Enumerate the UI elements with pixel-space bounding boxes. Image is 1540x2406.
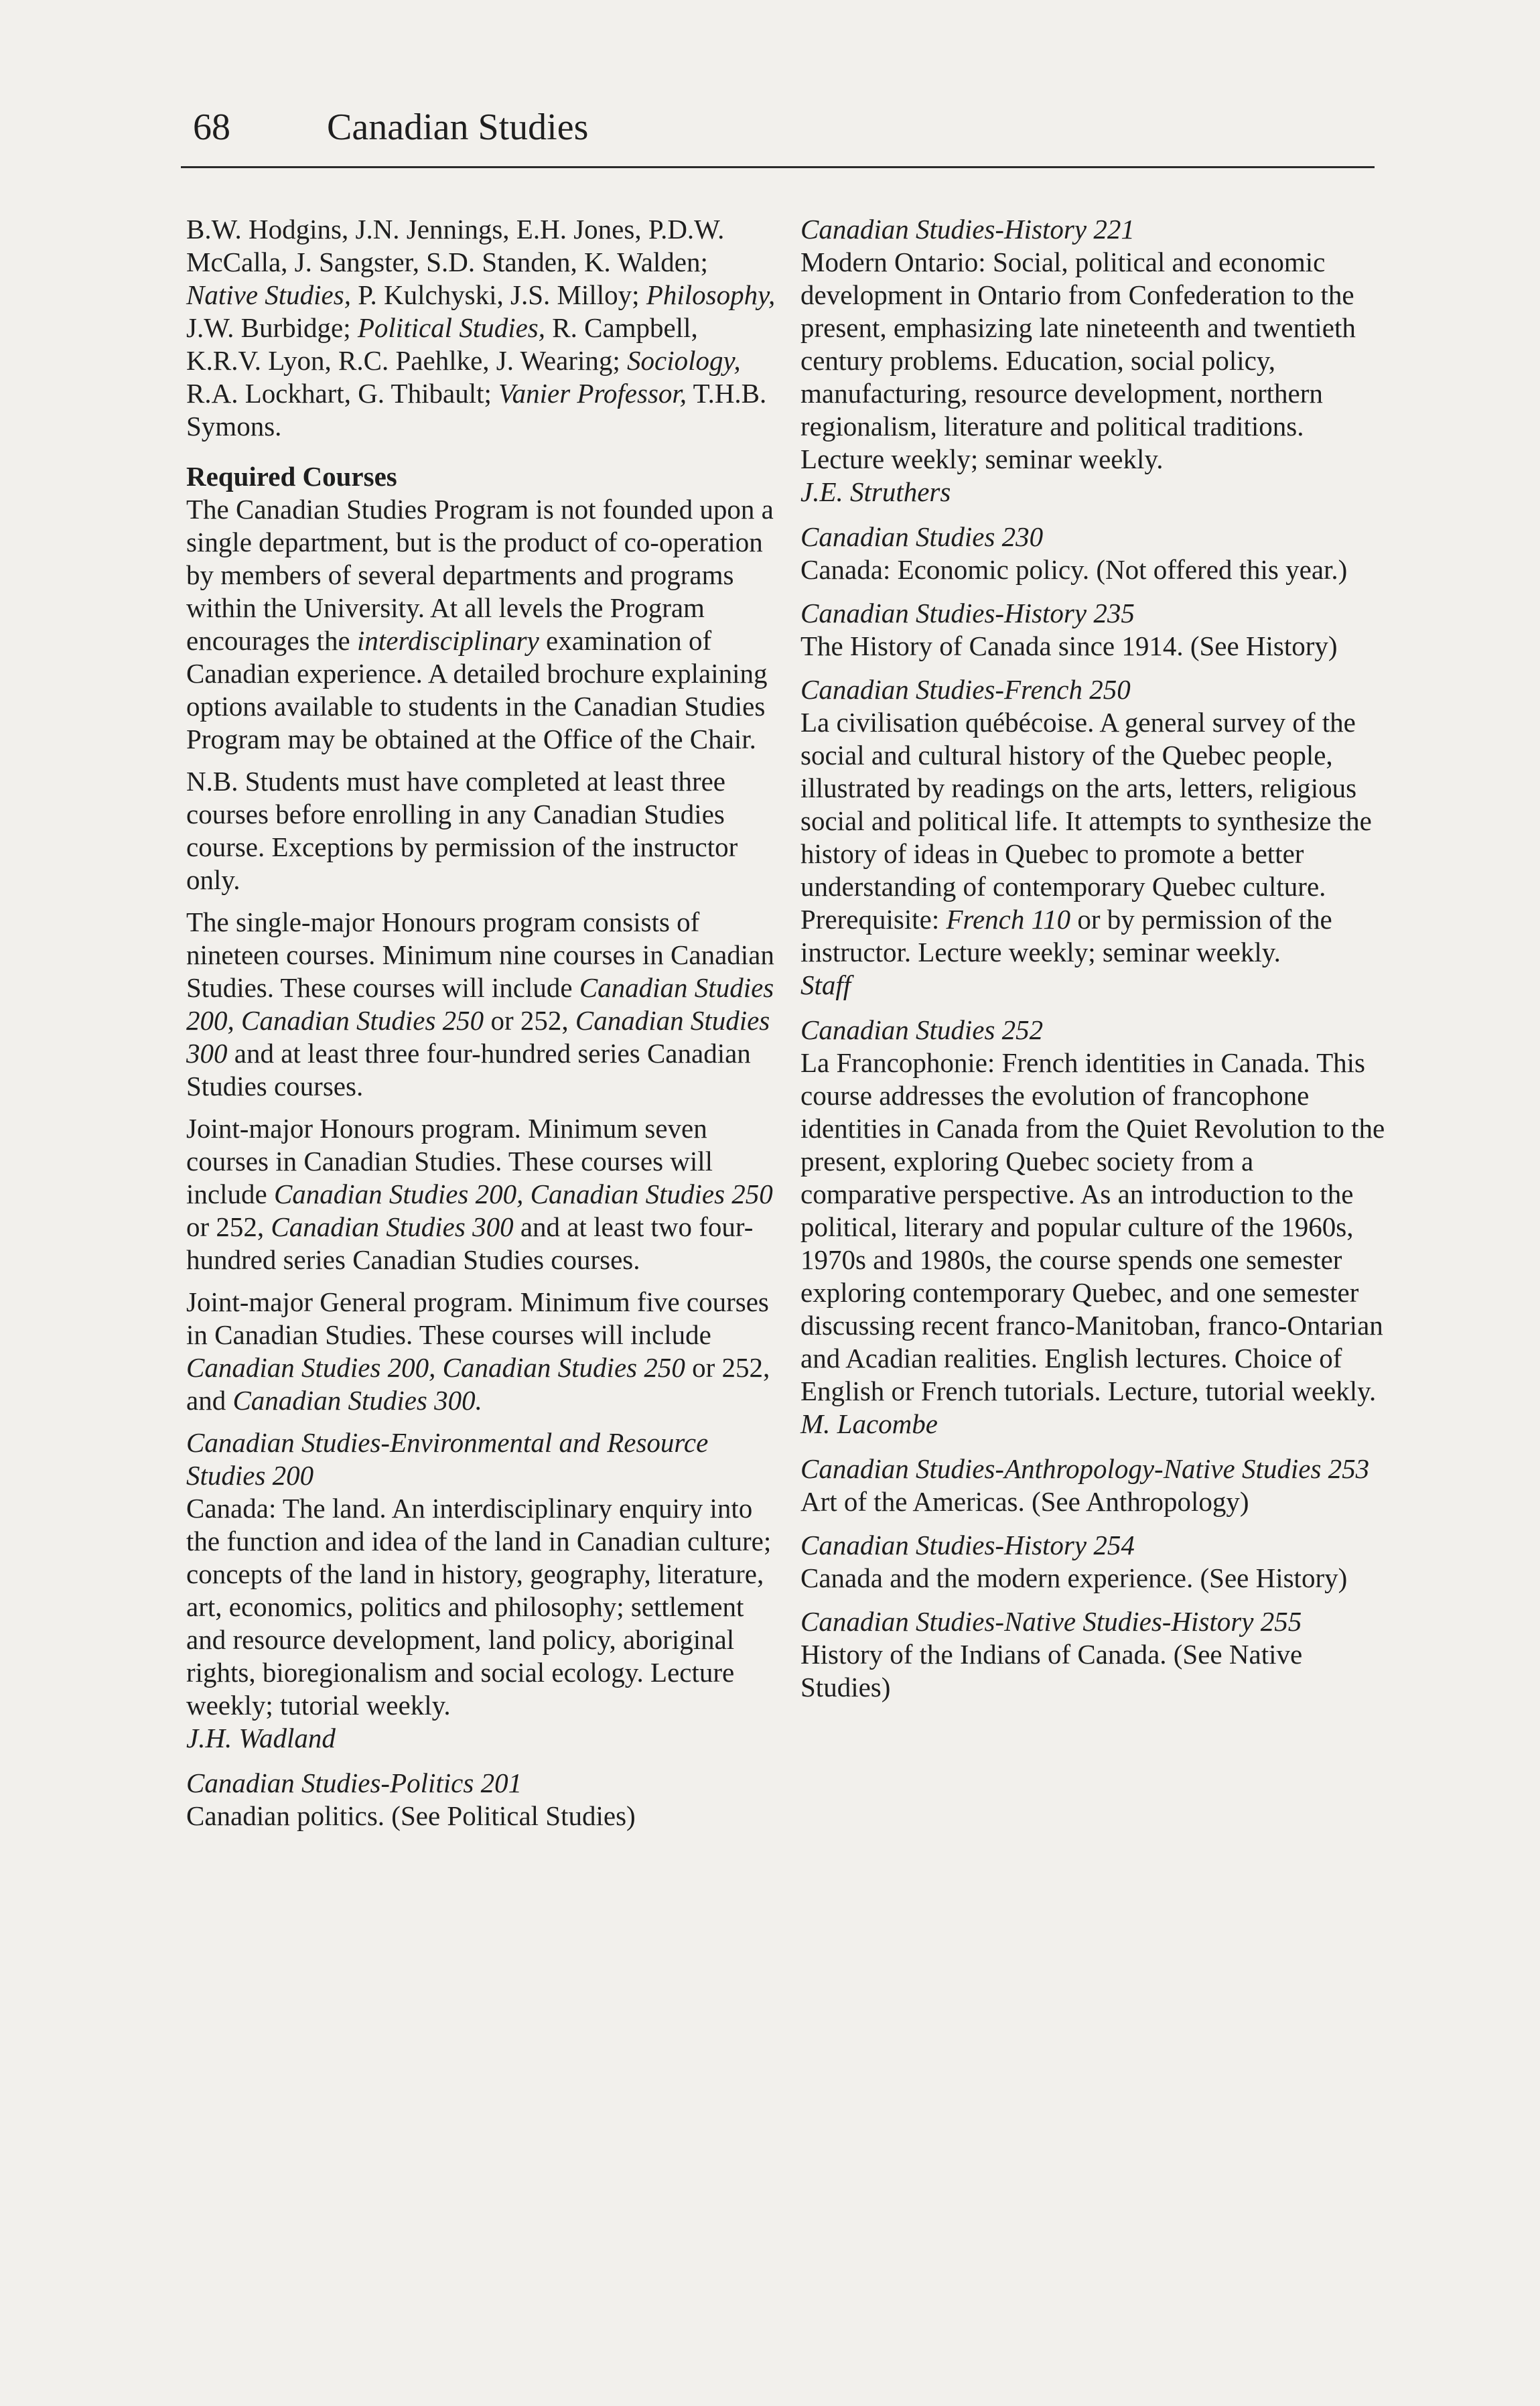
single-major-honours-paragraph: The single-major Honours program consists of nineteen courses. Minimum nine courses in Canadian Studies. These courses will include Canadian Studies 200, Canadian Studies 250 or 252, Canadian Studies 300 and at least three four-hundred series Canadian Studies courses. — [186, 907, 774, 1101]
section-heading-required-courses: Required Courses — [186, 461, 397, 492]
spacer — [800, 586, 1390, 597]
course-instructor-252: M. Lacombe — [800, 1408, 938, 1439]
course-title-201: Canadian Studies-Politics 201 — [186, 1767, 522, 1798]
course-title-235: Canadian Studies-History 235 — [800, 598, 1135, 628]
course-desc-252: La Francophonie: French identities in Canada. This course addresses the evolution of francophone identities in Canada from the Quiet Revolution to the present, exploring Quebec society from a comparative perspective. As an introduction to the political, literary and popular culture of the 1960s, 1970s and 1980s, the course spends one semester exploring contemporary Quebec, and one semester discussing recent franco-Manitoban, franco-Ontarian and Acadian realities. English lectures. Choice of English or French tutorials. Lecture, tutorial weekly. — [800, 1047, 1385, 1406]
faculty-list: B.W. Hodgins, J.N. Jennings, E.H. Jones, P.D.W. McCalla, J. Sangster, S.D. Standen, K. Walden; Native Studies, P. Kulchyski, J.S. Milloy; Philosophy, J.W. Burbidge; Political Studies, R. Campbell, K.R.V. Lyon, R.C. Paehlke, J. Wearing; Sociology, R.A. Lockhart, G. Thibault; Vanier Professor, T.H.B. Symons. — [186, 214, 776, 442]
course-instructor-200: J.H. Wadland — [186, 1723, 336, 1753]
program-intro-paragraph: The Canadian Studies Program is not founded upon a single department, but is the product of co-operation by members of several departments and programs within the University. At all levels the Program encourages the interdisciplinary examination of Canadian experience. A detailed brochure explaining options available to students in the Canadian Studies Program may be obtained at the Office of the Chair. — [186, 494, 774, 754]
header-rule — [181, 166, 1375, 168]
page-header — [193, 101, 1372, 168]
course-title-255: Canadian Studies-Native Studies-History 255 — [800, 1606, 1302, 1637]
course-title-230: Canadian Studies 230 — [800, 521, 1044, 552]
course-title-250: Canadian Studies-French 250 — [800, 674, 1131, 705]
course-instructor-221: J.E. Struthers — [800, 476, 951, 507]
right-column — [800, 213, 1390, 1704]
course-title-252: Canadian Studies 252 — [800, 1014, 1044, 1045]
course-title-221: Canadian Studies-History 221 — [800, 214, 1135, 245]
course-desc-230: Canada: Economic policy. (Not offered this year.) — [800, 554, 1348, 585]
left-column — [186, 213, 776, 1832]
course-title-253: Canadian Studies-Anthropology-Native Studies 253 — [800, 1453, 1370, 1484]
course-desc-221: Modern Ontario: Social, political and economic development in Ontario from Confederation to the present, emphasizing late nineteenth and twentieth century problems. Education, social policy, manufacturing, resource development, northern regionalism, literature and political traditions. Lecture weekly; seminar weekly. — [800, 247, 1356, 474]
course-desc-200: Canada: The land. An interdisciplinary enquiry into the function and idea of the land in Canadian culture; concepts of the land in history, geography, literature, art, economics, politics and philosophy; settlement and resource development, land policy, aboriginal rights, bioregionalism and social ecology. Lecture weekly; tutorial weekly. — [186, 1493, 772, 1721]
course-title-200: Canadian Studies-Environmental and Resource Studies 200 — [186, 1427, 709, 1491]
running-title: Canadian Studies — [327, 107, 589, 148]
joint-major-general-paragraph: Joint-major General program. Minimum five courses in Canadian Studies. These courses will include Canadian Studies 200, Canadian Studies 250 or 252, and Canadian Studies 300. — [186, 1286, 770, 1416]
course-desc-250: La civilisation québécoise. A general survey of the social and cultural history of the Quebec people, illustrated by readings on the arts, letters, religious social and political life. It attempts to synthesize the history of ideas in Quebec to promote a better understanding of contemporary Quebec culture. Prerequisite: French 110 or by permission of the instructor. Lecture weekly; seminar weekly. — [800, 707, 1372, 967]
course-desc-254: Canada and the modern experience. (See History) — [800, 1562, 1348, 1593]
joint-major-honours-paragraph: Joint-major Honours program. Minimum seven courses in Canadian Studies. These courses will include Canadian Studies 200, Canadian Studies 250 or 252, Canadian Studies 300 and at least two four-hundred series Canadian Studies courses. — [186, 1113, 773, 1275]
course-desc-253: Art of the Americas. (See Anthropology) — [800, 1486, 1249, 1517]
spacer — [800, 663, 1390, 673]
prerequisite-note: N.B. Students must have completed at least three courses before enrolling in any Canadian Studies course. Exceptions by permission of the instructor only. — [186, 766, 738, 895]
course-title-254: Canadian Studies-History 254 — [800, 1530, 1135, 1560]
course-desc-201: Canadian politics. (See Political Studies) — [186, 1800, 636, 1831]
course-desc-235: The History of Canada since 1914. (See History) — [800, 630, 1338, 661]
spacer — [800, 1595, 1390, 1605]
page-number: 68 — [193, 107, 230, 148]
course-instructor-250: Staff — [800, 970, 851, 1000]
course-desc-255: History of the Indians of Canada. (See Native Studies) — [800, 1639, 1303, 1702]
spacer — [800, 1518, 1390, 1529]
